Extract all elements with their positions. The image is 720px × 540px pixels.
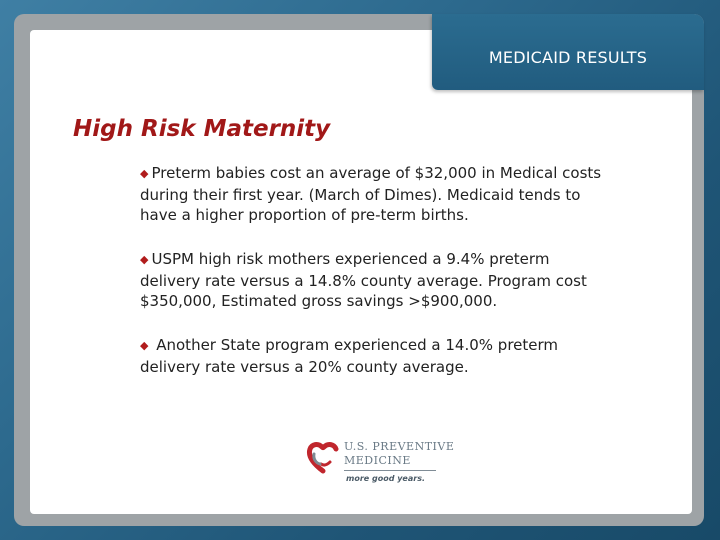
heart-c-logo-icon bbox=[306, 440, 340, 474]
logo-text-line1: U.S. PREVENTIVE bbox=[344, 440, 455, 453]
section-header-label: MEDICAID RESULTS bbox=[488, 48, 648, 67]
logo-text-line2: MEDICINE bbox=[344, 454, 411, 467]
diamond-bullet-icon: ◆ bbox=[140, 253, 149, 266]
diamond-bullet-icon: ◆ bbox=[140, 167, 149, 180]
bullet-item-1 bbox=[140, 163, 610, 225]
bullet-text-3: Another State program experienced a 14.0% preterm delivery rate versus a 20% county average. bbox=[140, 336, 559, 376]
slide-title: High Risk Maternity bbox=[73, 116, 331, 142]
bullet-text-2: USPM high risk mothers experienced a 9.4% preterm delivery rate versus a 14.8% county average. Program cost $350,000, Estimated gross savings >$900,000. bbox=[140, 250, 587, 310]
diamond-bullet-icon: ◆ bbox=[140, 339, 149, 352]
company-logo bbox=[306, 438, 455, 488]
logo-divider bbox=[344, 470, 436, 471]
bullet-text-1: Preterm babies cost an average of $32,000 in Medical costs during their first year. (March of Dimes). Medicaid tends to have a higher proportion of pre-term births. bbox=[140, 164, 602, 224]
bullet-item-3 bbox=[140, 335, 610, 377]
logo-tagline: more good years. bbox=[346, 474, 426, 483]
bullet-item-2 bbox=[140, 249, 610, 311]
section-header-tab bbox=[432, 14, 704, 90]
